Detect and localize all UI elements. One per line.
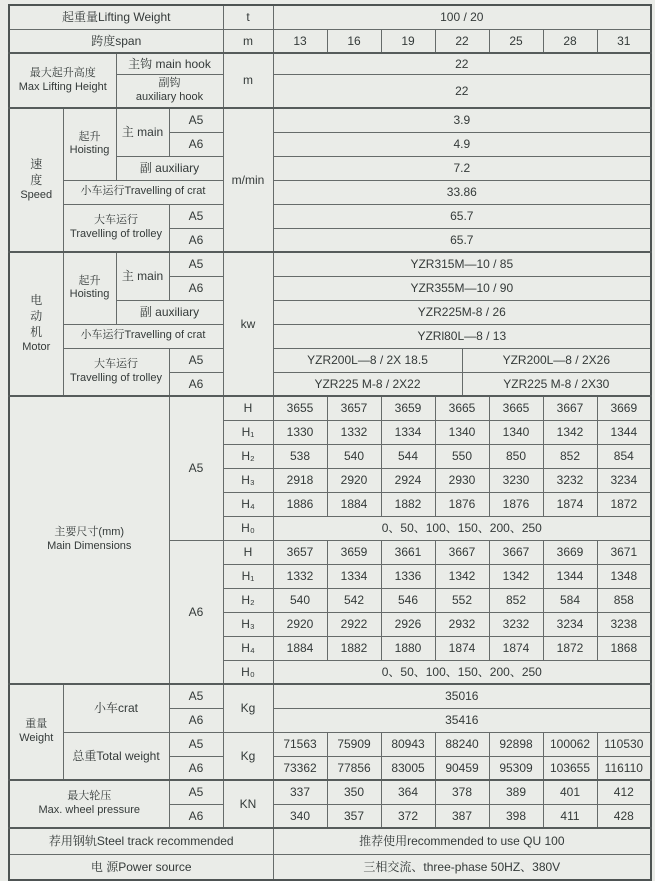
dim-value: 3667 [489, 540, 543, 564]
speed-unit: m/min [223, 108, 273, 252]
wheel-pressure-value: 364 [381, 780, 435, 804]
dim-value: 1332 [273, 564, 327, 588]
weight-total-value: 116110 [597, 756, 651, 780]
span-value: 28 [543, 29, 597, 53]
dim-value: 1344 [597, 420, 651, 444]
weight-total-value: 90459 [435, 756, 489, 780]
wheel-pressure-unit: KN [223, 780, 273, 828]
dim-row-label: H₄ [223, 492, 273, 516]
speed-label-en: Speed [20, 189, 53, 202]
dim-value: 1886 [273, 492, 327, 516]
dim-value: 1882 [327, 636, 381, 660]
dim-value: 1340 [435, 420, 489, 444]
dim-h0-value: 0、50、100、150、200、250 [273, 516, 651, 540]
speed-label-zh1: 速 [30, 157, 43, 172]
dim-value: 1876 [435, 492, 489, 516]
dim-value: 540 [273, 588, 327, 612]
dim-value: 3657 [273, 540, 327, 564]
grade-cell: A5 [169, 108, 223, 132]
grade-cell: A6 [169, 540, 223, 684]
speed-trolley-a5-value: 65.7 [273, 204, 651, 228]
dim-value: 3655 [273, 396, 327, 420]
speed-trolley-zh: 大车运行 [94, 214, 138, 226]
speed-aux-value: 7.2 [273, 156, 651, 180]
weight-label-zh: 重量 [25, 718, 48, 731]
grade-cell: A5 [169, 348, 223, 372]
wheel-pressure-value: 378 [435, 780, 489, 804]
weight-total-value: 73362 [273, 756, 327, 780]
dims-label-zh: 主要尺寸(mm) [54, 526, 125, 539]
speed-crat-label: 小车运行Travelling of crat [63, 180, 223, 204]
motor-hoisting-label [63, 252, 116, 324]
speed-hoisting-zh: 起升 [78, 130, 101, 143]
dim-value: 2926 [381, 612, 435, 636]
dim-row-label: H₂ [223, 588, 273, 612]
speed-main-a6-value: 4.9 [273, 132, 651, 156]
weight-total-value: 80943 [381, 732, 435, 756]
wheel-pressure-value: 389 [489, 780, 543, 804]
weight-total-value: 75909 [327, 732, 381, 756]
span-value: 22 [435, 29, 489, 53]
motor-trolley-a5-left: YZR200L—8 / 2X 18.5 [273, 348, 462, 372]
dim-row-label: H₁ [223, 420, 273, 444]
speed-hoisting-label [63, 108, 116, 180]
dim-row-label: H₃ [223, 468, 273, 492]
motor-crat-value: YZRl80L—8 / 13 [273, 324, 651, 348]
span-value: 19 [381, 29, 435, 53]
weight-total-value: 100062 [543, 732, 597, 756]
dim-h0-value: 0、50、100、150、200、250 [273, 660, 651, 684]
dim-value: 3232 [489, 612, 543, 636]
dim-value: 1340 [489, 420, 543, 444]
weight-total-value: 92898 [489, 732, 543, 756]
dim-value: 850 [489, 444, 543, 468]
dim-value: 2918 [273, 468, 327, 492]
dim-value: 3657 [327, 396, 381, 420]
grade-cell: A6 [169, 708, 223, 732]
weight-crat-unit: Kg [223, 684, 273, 732]
grade-cell: A6 [169, 804, 223, 828]
speed-aux-label: 副 auxiliary [116, 156, 223, 180]
dim-value: 3665 [489, 396, 543, 420]
dim-row-label: H [223, 540, 273, 564]
speed-section-label [9, 108, 63, 252]
dim-value: 2930 [435, 468, 489, 492]
dim-value: 3671 [597, 540, 651, 564]
dim-value: 1342 [435, 564, 489, 588]
weight-total-value: 88240 [435, 732, 489, 756]
span-unit: m [223, 29, 273, 53]
span-value: 31 [597, 29, 651, 53]
dim-value: 1874 [435, 636, 489, 660]
dim-value: 1874 [489, 636, 543, 660]
dim-value: 3238 [597, 612, 651, 636]
max-height-label [9, 53, 116, 108]
grade-cell: A5 [169, 396, 223, 540]
dim-value: 3661 [381, 540, 435, 564]
dim-value: 854 [597, 444, 651, 468]
lifting-weight-unit: t [223, 5, 273, 29]
motor-unit: kw [223, 252, 273, 396]
motor-label-zh3: 机 [30, 324, 43, 339]
dim-value: 1342 [489, 564, 543, 588]
power-source-value: 三相交流、three-phase 50HZ、380V [273, 854, 651, 880]
wheel-pressure-value: 357 [327, 804, 381, 828]
dim-value: 3667 [435, 540, 489, 564]
speed-trolley-a6-value: 65.7 [273, 228, 651, 252]
motor-hoisting-zh: 起升 [78, 274, 101, 287]
span-label: 跨度span [9, 29, 223, 53]
dim-value: 1884 [273, 636, 327, 660]
dim-value: 538 [273, 444, 327, 468]
weight-crat-a6-value: 35416 [273, 708, 651, 732]
speed-crat-value: 33.86 [273, 180, 651, 204]
dim-value: 2920 [273, 612, 327, 636]
span-value: 13 [273, 29, 327, 53]
wheel-pressure-value: 387 [435, 804, 489, 828]
crane-spec-table [8, 4, 652, 881]
dim-value: 1872 [543, 636, 597, 660]
grade-cell: A6 [169, 276, 223, 300]
weight-section-label [9, 684, 63, 780]
weight-total-value: 77856 [327, 756, 381, 780]
weight-total-label: 总重Total weight [63, 732, 169, 780]
dim-value: 552 [435, 588, 489, 612]
grade-cell: A5 [169, 252, 223, 276]
grade-cell: A6 [169, 132, 223, 156]
aux-hook-label [116, 74, 223, 108]
motor-section-label [9, 252, 63, 396]
dim-row-label: H₄ [223, 636, 273, 660]
power-source-label: 电 源Power source [9, 854, 273, 880]
dim-value: 550 [435, 444, 489, 468]
wheel-pressure-value: 337 [273, 780, 327, 804]
dim-value: 3669 [543, 540, 597, 564]
dim-value: 3667 [543, 396, 597, 420]
grade-cell: A5 [169, 780, 223, 804]
main-hook-value: 22 [273, 53, 651, 74]
dim-value: 1342 [543, 420, 597, 444]
weight-total-value: 110530 [597, 732, 651, 756]
dim-row-label: H₂ [223, 444, 273, 468]
lifting-weight-value: 100 / 20 [273, 5, 651, 29]
dim-value: 2922 [327, 612, 381, 636]
speed-label-zh2: 度 [30, 172, 43, 187]
motor-trolley-a6-right: YZR225 M-8 / 2X30 [462, 372, 651, 396]
dim-value: 3234 [543, 612, 597, 636]
span-value: 25 [489, 29, 543, 53]
dim-value: 3234 [597, 468, 651, 492]
weight-total-value: 71563 [273, 732, 327, 756]
dim-row-label: H₁ [223, 564, 273, 588]
dim-value: 1880 [381, 636, 435, 660]
dim-value: 542 [327, 588, 381, 612]
dim-value: 1334 [381, 420, 435, 444]
dim-value: 1334 [327, 564, 381, 588]
weight-total-value: 95309 [489, 756, 543, 780]
motor-hoisting-en: Hoisting [69, 288, 110, 301]
steel-track-label: 荐用钢轨Steel track recommended [9, 828, 273, 854]
dim-value: 1330 [273, 420, 327, 444]
dims-label-en: Main Dimensions [47, 540, 132, 552]
dim-row-label: H₃ [223, 612, 273, 636]
motor-main-a5-value: YZR315M—10 / 85 [273, 252, 651, 276]
dim-value: 3659 [327, 540, 381, 564]
wheel-pressure-label [9, 780, 169, 828]
grade-cell: A5 [169, 684, 223, 708]
dim-value: 1336 [381, 564, 435, 588]
dim-value: 544 [381, 444, 435, 468]
dim-value: 3659 [381, 396, 435, 420]
wheel-pressure-value: 411 [543, 804, 597, 828]
dim-value: 3669 [597, 396, 651, 420]
weight-crat-label: 小车crat [63, 684, 169, 732]
grade-cell: A6 [169, 372, 223, 396]
speed-hoisting-en: Hoisting [69, 144, 110, 157]
motor-aux-label: 副 auxiliary [116, 300, 223, 324]
weight-crat-a5-value: 35016 [273, 684, 651, 708]
wheel-pressure-value: 412 [597, 780, 651, 804]
motor-trolley-zh: 大车运行 [94, 358, 138, 370]
aux-hook-label-en: auxiliary hook [135, 90, 204, 103]
motor-label-zh1: 电 [30, 293, 43, 308]
wheel-pressure-en: Max. wheel pressure [38, 804, 140, 816]
motor-main-label: 主 main [116, 252, 169, 300]
max-height-unit: m [223, 53, 273, 108]
motor-aux-value: YZR225M-8 / 26 [273, 300, 651, 324]
wheel-pressure-value: 428 [597, 804, 651, 828]
dim-row-label: H₀ [223, 516, 273, 540]
speed-main-a5-value: 3.9 [273, 108, 651, 132]
dim-value: 1868 [597, 636, 651, 660]
dim-value: 546 [381, 588, 435, 612]
lifting-weight-label: 起重量Lifting Weight [9, 5, 223, 29]
wheel-pressure-value: 398 [489, 804, 543, 828]
dim-value: 1332 [327, 420, 381, 444]
dim-value: 540 [327, 444, 381, 468]
dim-value: 584 [543, 588, 597, 612]
dim-value: 852 [489, 588, 543, 612]
dim-value: 1348 [597, 564, 651, 588]
dim-value: 1882 [381, 492, 435, 516]
speed-main-label: 主 main [116, 108, 169, 156]
motor-trolley-a5-right: YZR200L—8 / 2X26 [462, 348, 651, 372]
steel-track-value: 推荐使用recommended to use QU 100 [273, 828, 651, 854]
motor-label-zh2: 动 [30, 309, 43, 324]
speed-trolley-label [63, 204, 169, 252]
dim-value: 1344 [543, 564, 597, 588]
grade-cell: A5 [169, 204, 223, 228]
main-hook-label: 主钩 main hook [116, 53, 223, 74]
dim-value: 3232 [543, 468, 597, 492]
grade-cell: A5 [169, 732, 223, 756]
weight-total-value: 103655 [543, 756, 597, 780]
max-height-label-zh: 最大起升高度 [29, 66, 96, 79]
motor-label-en: Motor [22, 341, 51, 354]
wheel-pressure-value: 401 [543, 780, 597, 804]
weight-label-en: Weight [19, 732, 54, 744]
dim-value: 1884 [327, 492, 381, 516]
motor-trolley-label [63, 348, 169, 396]
grade-cell: A6 [169, 756, 223, 780]
speed-trolley-en: Travelling of trolley [70, 227, 162, 240]
motor-trolley-a6-left: YZR225 M-8 / 2X22 [273, 372, 462, 396]
dim-value: 1872 [597, 492, 651, 516]
dim-value: 852 [543, 444, 597, 468]
dim-value: 858 [597, 588, 651, 612]
dim-value: 3230 [489, 468, 543, 492]
dim-row-label: H [223, 396, 273, 420]
aux-hook-value: 22 [273, 74, 651, 108]
wheel-pressure-value: 340 [273, 804, 327, 828]
motor-trolley-en: Travelling of trolley [70, 371, 162, 384]
grade-cell: A6 [169, 228, 223, 252]
motor-crat-label: 小车运行Travelling of crat [63, 324, 223, 348]
weight-total-unit: Kg [223, 732, 273, 780]
dim-value: 2920 [327, 468, 381, 492]
motor-main-a6-value: YZR355M—10 / 90 [273, 276, 651, 300]
dim-value: 3665 [435, 396, 489, 420]
max-height-label-en: Max Lifting Height [18, 80, 107, 93]
wheel-pressure-value: 350 [327, 780, 381, 804]
aux-hook-label-zh: 副钩 [158, 77, 181, 89]
dim-value: 2924 [381, 468, 435, 492]
dim-value: 1874 [543, 492, 597, 516]
dim-value: 1876 [489, 492, 543, 516]
span-value: 16 [327, 29, 381, 53]
wheel-pressure-zh: 最大轮压 [67, 790, 112, 803]
weight-total-value: 83005 [381, 756, 435, 780]
dim-value: 2932 [435, 612, 489, 636]
dims-section-label [9, 396, 169, 684]
wheel-pressure-value: 372 [381, 804, 435, 828]
dim-row-label: H₀ [223, 660, 273, 684]
